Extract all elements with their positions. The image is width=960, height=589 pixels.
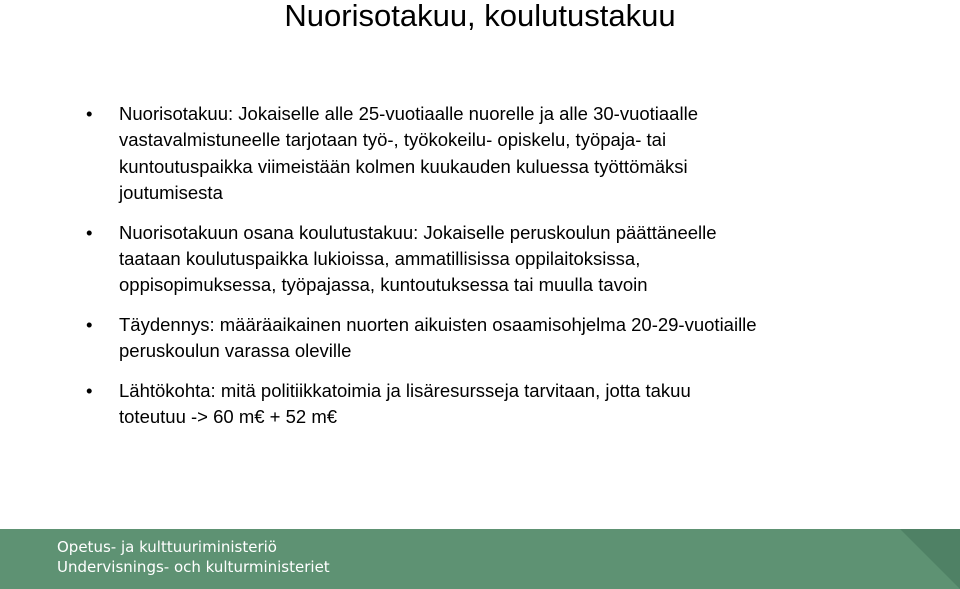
bullet-dot-icon: • — [86, 221, 93, 243]
ministry-name — [57, 537, 330, 577]
bullet-dot-icon: • — [86, 313, 93, 335]
bullet-text-line: Nuorisotakuun osana koulutustakuu: Jokaiselle peruskoulun päättäneelle — [119, 221, 717, 243]
bullet-text-line: Täydennys: määräaikainen nuorten aikuisten osaamisohjelma 20-29-vuotiaille — [119, 313, 757, 335]
bullet-text-line: taataan koulutuspaikka lukioissa, ammatillisissa oppilaitoksissa, — [119, 248, 641, 270]
ministry-name-finnish: Opetus- ja kulttuuriministeriö — [57, 538, 277, 556]
ministry-name-swedish: Undervisnings- och kulturministeriet — [57, 558, 330, 576]
bullet-text-line: oppisopimuksessa, työpajassa, kuntoutuksessa tai muulla tavoin — [119, 274, 648, 296]
bullet-dot-icon: • — [86, 103, 93, 124]
footer-wedge — [900, 529, 960, 589]
footer-band — [0, 529, 960, 589]
bullet-item — [86, 378, 906, 431]
bullet-text-line: joutumisesta — [119, 182, 223, 204]
bullet-text-line: toteutuu -> 60 m€ + 52 m€ — [119, 406, 338, 428]
bullet-text-line: Nuorisotakuu: Jokaiselle alle 25-vuotiaalle nuorelle ja alle 30-vuotiaalle — [119, 103, 698, 124]
bullet-list — [86, 101, 906, 443]
bullet-text-line: kuntoutuspaikka viimeistään kolmen kuukauden kuluessa työttömäksi — [119, 155, 688, 177]
bullet-item — [86, 101, 906, 207]
bullet-text-line: vastavalmistuneelle tarjotaan työ-, työkokeilu- opiskelu, työpaja- tai — [119, 129, 667, 151]
bullet-text-line: peruskoulun varassa oleville — [119, 340, 352, 362]
slide-title: Nuorisotakuu, koulutustakuu — [284, 0, 676, 33]
bullet-text-line: Lähtökohta: mitä politiikkatoimia ja lisäresursseja tarvitaan, jotta takuu — [119, 379, 691, 401]
bullet-dot-icon: • — [86, 379, 93, 401]
bullet-item — [86, 312, 906, 365]
bullet-item — [86, 220, 906, 299]
